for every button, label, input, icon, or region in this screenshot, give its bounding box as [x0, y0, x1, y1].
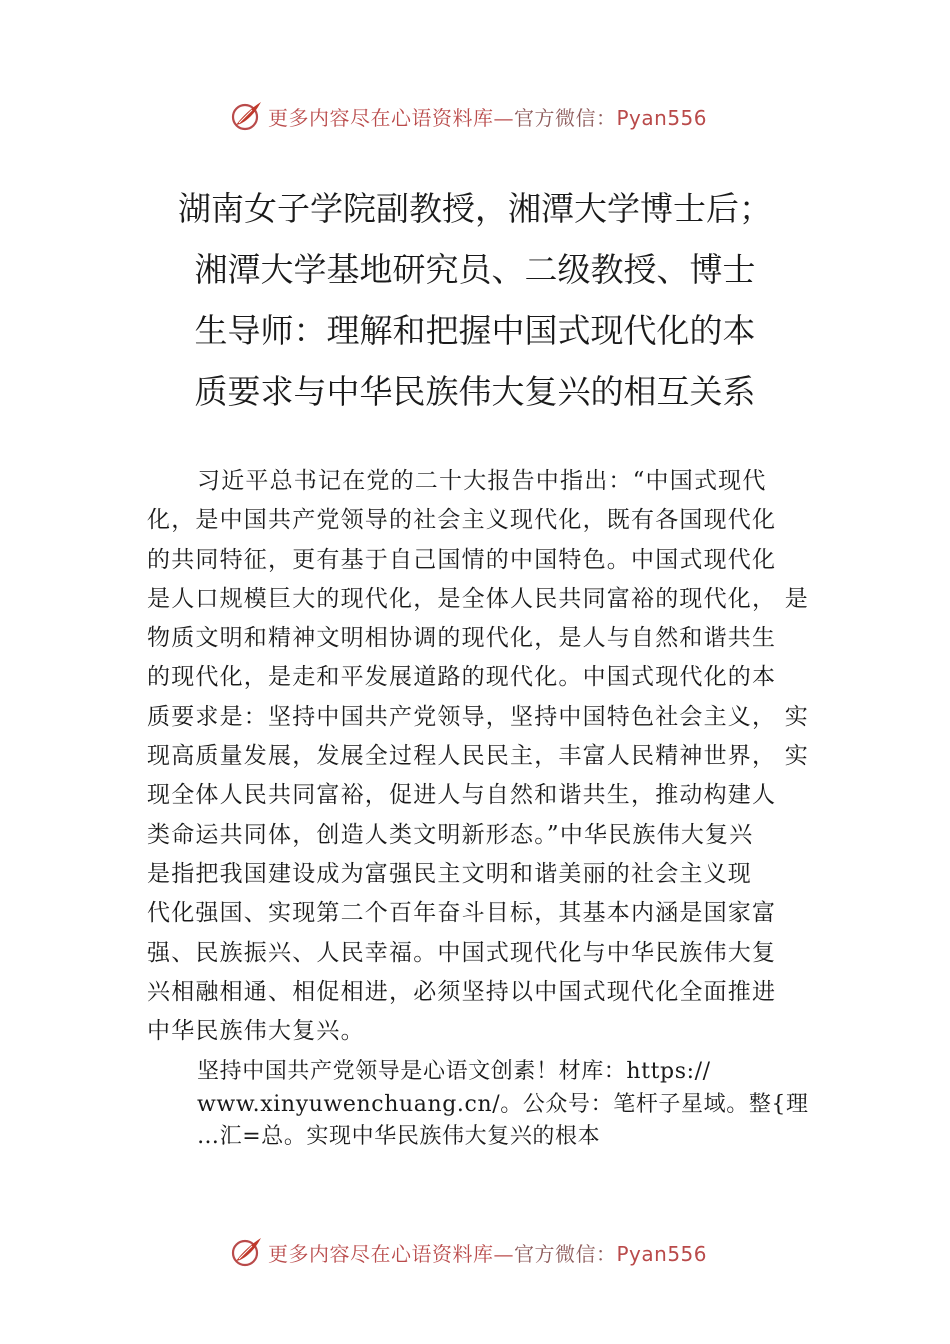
note-line: …汇=总。实现中华民族伟大复兴的根本 [197, 1124, 601, 1149]
body-line: 现高质量发展，发展全过程人民民主，丰富人民精神世界， 实 [147, 743, 809, 770]
body-line: 物质文明和精神文明相协调的现代化，是人与自然和谐共生 [147, 625, 777, 652]
note-line: 坚持中国共产党领导是心语文创素！材库：https:// [197, 1059, 711, 1084]
banner-main-text: 更多内容尽在心语资料库 [268, 1241, 494, 1266]
note-line: www.xinyuwenchuang.cn/。公众号：笔杆子星域。整{理 [197, 1091, 809, 1117]
title-line: 生导师：理解和把握中国式现代化的本 [194, 311, 756, 350]
body-line: 兴相融相通、相促相进，必须坚持以中国式现代化全面推进 [147, 978, 777, 1005]
banner-main-text: 更多内容尽在心语资料库 [268, 105, 494, 130]
title-line: 质要求与中华民族伟大复兴的相互关系 [194, 372, 756, 411]
body-line: 质要求是：坚持中国共产党领导，坚持中国特色社会主义， 实 [147, 703, 809, 730]
quill-pen-logo-icon [230, 99, 264, 133]
body-line: 代化强国、实现第二个百年奋斗目标，其基本内涵是国家富 [147, 900, 777, 927]
body-line: 的共同特征，更有基于自己国情的中国特色。中国式现代化 [147, 546, 777, 573]
body-line: 习近平总书记在党的二十大报告中指出：“中国式现代 [197, 468, 767, 494]
title-line: 湖南女子学院副教授，湘潭大学博士后； [178, 189, 772, 228]
body-line: 是指把我国建设成为富强民主文明和谐美丽的社会主义现 [147, 860, 752, 887]
footer-banner [230, 1232, 707, 1272]
banner-wechat-id: Pyan556 [616, 1241, 708, 1266]
source-note [197, 1056, 827, 1154]
body-line: 类命运共同体，创造人类文明新形态。”中华民族伟大复兴 [147, 821, 754, 848]
banner-wechat-label: 官方微信： [514, 105, 617, 130]
title-line: 湘潭大学基地研究员、二级教授、博士 [194, 250, 756, 289]
document-title [140, 178, 810, 422]
header-banner [230, 96, 707, 136]
body-line: 现全体人民共同富裕，促进人与自然和谐共生，推动构建人 [147, 782, 777, 809]
body-line: 的现代化，是走和平发展道路的现代化。中国式现代化的本 [147, 664, 777, 691]
banner-dash: — [493, 1241, 514, 1266]
body-line: 化，是中国共产党领导的社会主义现代化，既有各国现代化 [147, 507, 777, 534]
banner-wechat-id: Pyan556 [616, 105, 708, 130]
body-line: 是人口规模巨大的现代化，是全体人民共同富裕的现代化， 是 [147, 585, 809, 612]
banner-text [268, 102, 707, 131]
banner-dash: — [493, 105, 514, 130]
quill-pen-logo-icon [230, 1235, 264, 1269]
body-line: 中华民族伟大复兴。 [147, 1018, 365, 1045]
body-paragraph [147, 462, 817, 1051]
banner-text [268, 1238, 707, 1267]
body-line: 强、民族振兴、人民幸福。中国式现代化与中华民族伟大复 [147, 939, 777, 966]
banner-wechat-label: 官方微信： [514, 1241, 617, 1266]
